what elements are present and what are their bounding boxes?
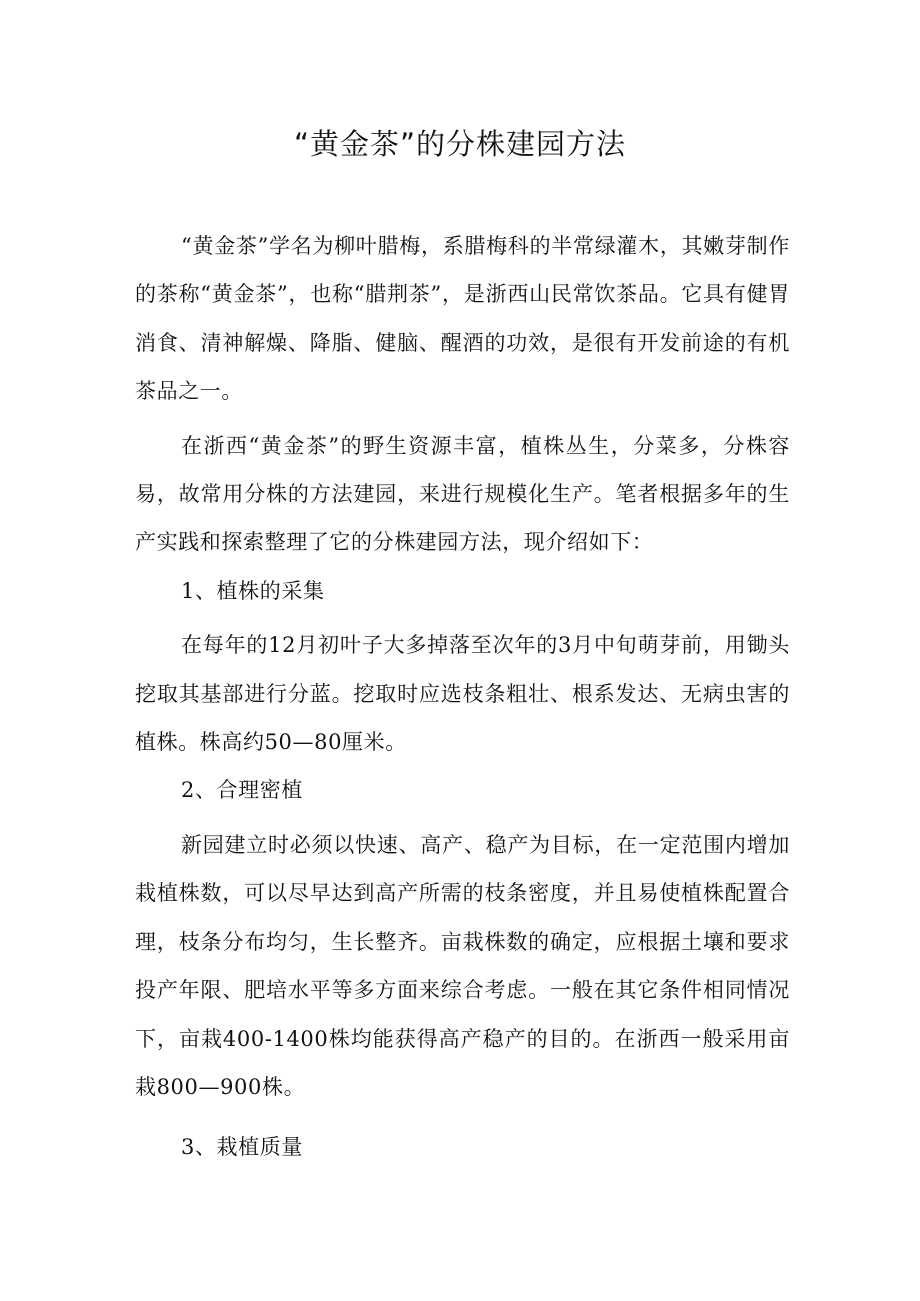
section-paragraph-1: 在每年的12月初叶子大多掉落至次年的3月中旬萌芽前，用锄头挖取其基部进行分蓝。挖取时应选枝条粗壮、根系发达、无病虫害的植株。株高约50—80厘米。: [135, 633, 790, 755]
document-body: [135, 222, 790, 1172]
intro-paragraph-1: “黄金茶”学名为柳叶腊梅，系腊梅科的半常绿灌木，其嫩芽制作的茶称“黄金茶”，也称“腊荆茶”，是浙西山民常饮茶品。它具有健胃消食、清神解燥、降脂、健脑、醒酒的功效，是很有开发前途的有机茶品之一。: [135, 234, 790, 404]
document-title: “黄金茶”的分株建园方法: [293, 127, 627, 161]
intro-paragraph-2: 在浙西“黄金茶”的野生资源丰富，植株丛生，分菜多，分株容易，故常用分株的方法建园，来进行规模化生产。笔者根据多年的生产实践和探索整理了它的分株建园方法，现介绍如下：: [135, 433, 790, 555]
section-heading-3: 3、栽植质量: [181, 1135, 303, 1160]
section-paragraph-2: 新园建立时必须以快速、高产、稳产为目标，在一定范围内增加栽植株数，可以尽早达到高产所需的枝条密度，并且易使植株配置合理，枝条分布均匀，生长整齐。亩栽株数的确定，应根据土壤和要求投产年限、肥培水平等多方面来综合考虑。一般在其它条件相同情况下，亩栽400-1400株均能获得高产稳产的目的。在浙西一般采用亩栽800—900株。: [135, 832, 790, 1099]
section-heading-2: 2、合理密植: [181, 778, 303, 803]
section-heading-1: 1、植株的采集: [181, 578, 325, 603]
